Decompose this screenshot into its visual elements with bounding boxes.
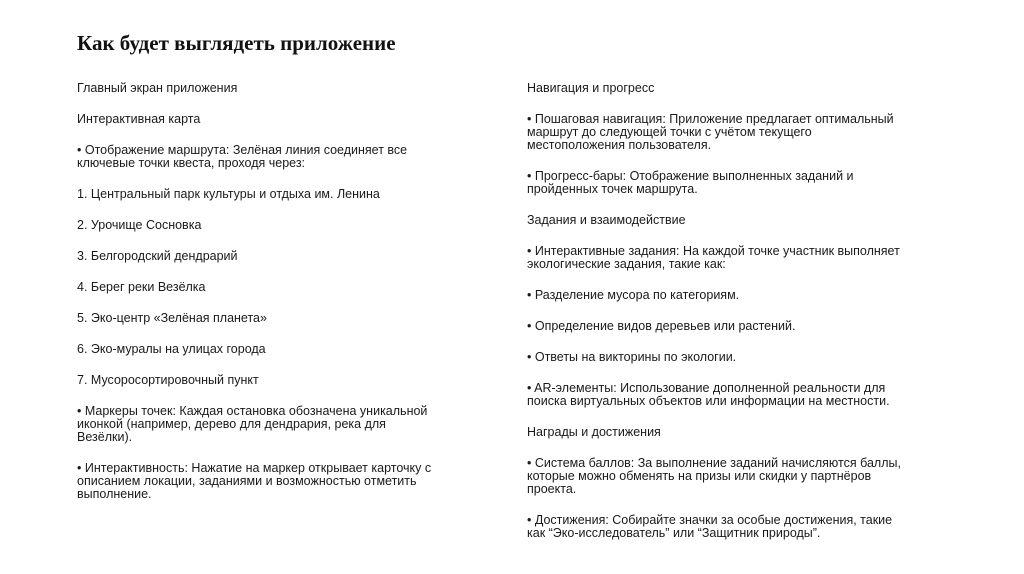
progress-line-1: • Прогресс-бары: Отображение выполненных заданий и: [527, 169, 854, 183]
points-system-line-1: • Система баллов: За выполнение заданий начисляются баллы,: [527, 456, 901, 470]
markers-line-1: • Маркеры точек: Каждая остановка обозначена уникальной: [77, 404, 428, 418]
left-column: [77, 82, 477, 519]
interactive-tasks-line-1: • Интерактивные задания: На каждой точке участник выполняет: [527, 244, 900, 258]
stepwise-line-2: маршрут до следующей точки с учётом текущего: [527, 125, 812, 139]
interactivity-line-2: описанием локации, заданиями и возможностью отметить: [77, 474, 417, 488]
point-item-7: 7. Мусоросортировочный пункт: [77, 373, 259, 387]
interactivity-bullet: [77, 462, 477, 501]
quiz-bullet: • Ответы на викторины по экологии.: [527, 350, 737, 364]
points-system-line-2: которые можно обменять на призы или скидки у партнёров: [527, 469, 872, 483]
markers-bullet: [77, 405, 477, 444]
point-item-5: 5. Эко-центр «Зелёная планета»: [77, 311, 267, 325]
progress-bullet: [527, 170, 947, 196]
markers-line-3: Везёлки).: [77, 430, 133, 444]
route-line-1: • Отображение маршрута: Зелёная линия соединяет все: [77, 143, 408, 157]
achievements-bullet: [527, 514, 947, 540]
species-bullet: • Определение видов деревьев или растений.: [527, 319, 796, 333]
map-heading: Интерактивная карта: [77, 112, 201, 126]
ar-line-2: поиска виртуальных объектов или информации на местности.: [527, 394, 890, 408]
progress-line-2: пройденных точек маршрута.: [527, 182, 698, 196]
route-line-2: ключевые точки квеста, проходя через:: [77, 156, 306, 170]
point-item-4: 4. Берег реки Везёлка: [77, 280, 206, 294]
sorting-bullet: • Разделение мусора по категориям.: [527, 288, 740, 302]
navigation-heading: Навигация и прогресс: [527, 81, 655, 95]
ar-line-1: • AR-элементы: Использование дополненной реальности для: [527, 381, 886, 395]
main-screen-heading: Главный экран приложения: [77, 81, 238, 95]
ar-bullet: [527, 382, 947, 408]
interactivity-line-3: выполнение.: [77, 487, 152, 501]
stepwise-line-1: • Пошаговая навигация: Приложение предлагает оптимальный: [527, 112, 894, 126]
tasks-heading: Задания и взаимодействие: [527, 213, 686, 227]
page-title: Как будет выглядеть приложение: [77, 31, 396, 55]
stepwise-line-3: местоположения пользователя.: [527, 138, 712, 152]
interactive-tasks-line-2: экологические задания, такие как:: [527, 257, 726, 271]
interactive-tasks-bullet: [527, 245, 947, 271]
points-system-bullet: [527, 457, 947, 496]
points-system-line-3: проекта.: [527, 482, 577, 496]
point-item-2: 2. Урочище Сосновка: [77, 218, 202, 232]
achievements-line-1: • Достижения: Собирайте значки за особые достижения, такие: [527, 513, 893, 527]
markers-line-2: иконкой (например, дерево для дендрария, река для: [77, 417, 386, 431]
achievements-line-2: как “Эко-исследователь” или “Защитник природы”.: [527, 526, 821, 540]
stepwise-bullet: [527, 113, 947, 152]
right-column: [527, 82, 947, 558]
rewards-heading: Награды и достижения: [527, 425, 661, 439]
point-item-1: 1. Центральный парк культуры и отдыха им. Ленина: [77, 187, 380, 201]
point-item-6: 6. Эко-муралы на улицах города: [77, 342, 266, 356]
point-item-3: 3. Белгородский дендрарий: [77, 249, 238, 263]
interactivity-line-1: • Интерактивность: Нажатие на маркер открывает карточку с: [77, 461, 432, 475]
route-bullet: [77, 144, 477, 170]
